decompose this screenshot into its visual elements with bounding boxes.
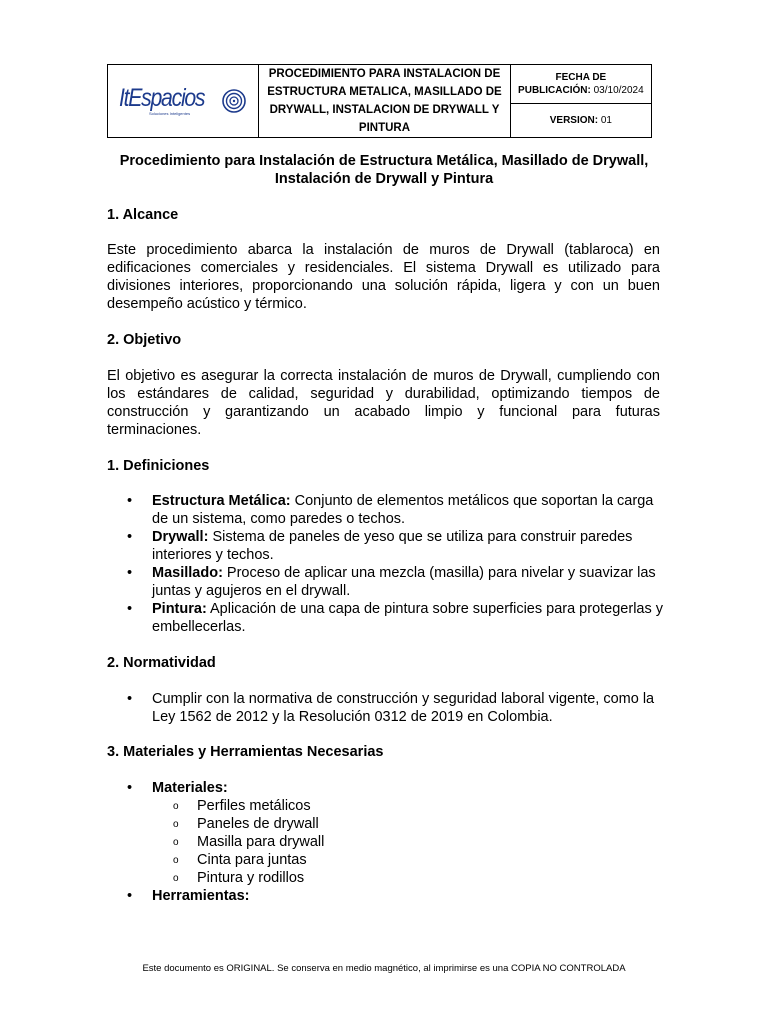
definition-term: Estructura Metálica: — [152, 493, 291, 509]
list-item — [107, 600, 667, 636]
document-title-line-1: Procedimiento para Instalación de Estructura Metálica, Masillado de Drywall, — [119, 153, 649, 169]
definition-text: Proceso de aplicar una mezcla (masilla) para nivelar y suavizar las juntas y agujeros en el drywall. — [152, 565, 656, 599]
definition-text: Sistema de paneles de yeso que se utiliza para construir paredes interiores y techos. — [152, 529, 633, 563]
definition-term: Drywall: — [152, 529, 209, 545]
list-item — [107, 528, 667, 564]
publication-date-value: 03/10/2024 — [593, 85, 644, 96]
version-cell — [510, 104, 651, 138]
logo-cell — [108, 65, 259, 138]
list-item: • Cumplir con la normativa de construcción y seguridad laboral vigente, como la Ley 1562 de 2012 y la Resolución 0312 de 2019 en Colombia. — [107, 690, 667, 726]
definition-term: Pintura: — [152, 601, 207, 617]
definition-term: Masillado: — [152, 565, 223, 581]
logo-tagline: Soluciones Inteligentes — [148, 111, 191, 116]
section-body-alcance: Este procedimiento abarca la instalación de muros de Drywall (tablaroca) en edificaciones comerciales y residenciales. El sistema Drywall es utilizado para divisiones interiores, proporcionando una solución rápida, ligera y con un buen desempeño acústico y térmico. — [107, 242, 660, 312]
document-title-line-2: Instalación de Drywall y Pintura — [274, 171, 494, 187]
section-heading-materiales: 3. Materiales y Herramientas Necesarias — [107, 744, 384, 760]
section-heading-definiciones: 1. Definiciones — [107, 458, 210, 474]
list-item — [107, 779, 667, 887]
sub-list-item: o Cinta para juntas — [152, 851, 667, 869]
list-item — [107, 564, 667, 600]
section-body-objetivo: El objetivo es asegurar la correcta instalación de muros de Drywall, cumpliendo con los estándares de calidad, seguridad y durabilidad, optimizando tiempos de construcción y garantizando un acabado limpio y funcional para futuras terminaciones. — [107, 368, 660, 438]
document-title — [80, 152, 688, 188]
publication-date-label-2: PUBLICACIÓN: — [518, 85, 591, 96]
version-label: VERSION: — [549, 115, 599, 126]
list-item — [107, 492, 667, 528]
sub-list-item: o Pintura y rodillos — [152, 869, 667, 887]
sub-list-item: o Perfiles metálicos — [152, 797, 667, 815]
publication-date-label-1: FECHA DE — [555, 72, 607, 83]
definiciones-list — [107, 492, 667, 636]
section-heading-objetivo: 2. Objetivo — [107, 332, 182, 348]
normatividad-list — [107, 690, 667, 726]
herramientas-label: Herramientas: — [152, 888, 250, 904]
company-logo — [119, 86, 247, 116]
definition-text: Conjunto de elementos metálicos que soportan la carga de un sistema, como paredes o techos. — [152, 493, 654, 527]
sub-list-item: o Masilla para drywall — [152, 833, 667, 851]
materiales-list — [107, 779, 667, 905]
logo-wordmark: ItEspacios — [118, 84, 205, 112]
version-value: 01 — [600, 115, 612, 126]
section-heading-normatividad: 2. Normatividad — [107, 655, 216, 671]
definition-text: Aplicación de una capa de pintura sobre superficies para protegerlas y embellecerlas. — [152, 601, 664, 635]
materiales-label: Materiales: — [152, 780, 228, 796]
header-title: PROCEDIMIENTO PARA INSTALACION DE ESTRUCTURA METALICA, MASILLADO DE DRYWALL, INSTALACION DE DRYWALL Y PINTURA — [259, 65, 510, 138]
list-item — [107, 887, 667, 905]
document-footer: Este documento es ORIGINAL. Se conserva en medio magnético, al imprimirse es una COPIA NO CONTROLADA — [142, 963, 626, 974]
document-header-table — [107, 64, 652, 138]
publication-date-cell — [510, 65, 651, 104]
section-heading-alcance: 1. Alcance — [107, 207, 179, 223]
swirl-logo-icon — [221, 88, 247, 114]
sub-list-item: o Paneles de drywall — [152, 815, 667, 833]
materiales-sublist — [152, 797, 667, 887]
